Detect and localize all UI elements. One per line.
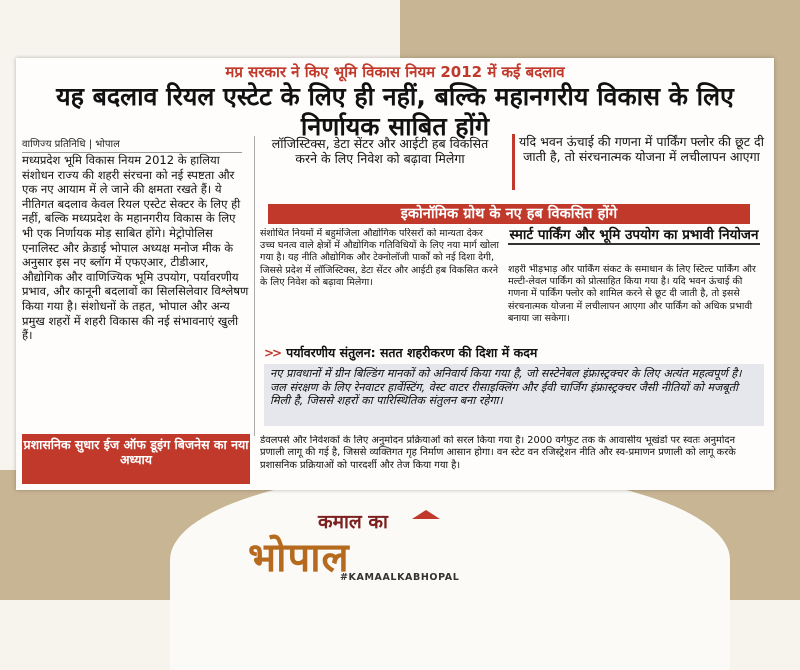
logo-top-text: कमाल का bbox=[318, 511, 388, 533]
pull-quote-right: यदि भवन ऊंचाई की गणना में पार्किंग फ्लोर की छूट दी जाती है, तो संरचनात्मक योजना में लचीलापन आएगा bbox=[512, 134, 764, 190]
environment-heading-row bbox=[264, 344, 764, 362]
admin-reform-body: डेवलपर्स और निवेशकों के लिए अनुमोदन प्रक्रियाओं को सरल किया गया है। 2000 वर्गफुट तक के आवासीय भूखंडों पर स्वतः अनुमोदन प्रणाली लागू की गई है, जिससे व्यक्तिगत गृह निर्माण आसान होगा। वन स्टेट वन रजिस्ट्रेशन नीति और स्व-प्रमाणन प्रणाली को लागू करके प्रशासनिक प्रक्रियाओं को पारदर्शी और तेज किया गया है। bbox=[260, 435, 736, 471]
section-banner-economic-growth: इकोनॉमिक ग्रोथ के नए हब विकसित होंगे bbox=[268, 204, 750, 224]
environment-highlight-box: नए प्रावधानों में ग्रीन बिल्डिंग मानकों को अनिवार्य किया गया है, जो सस्टेनेबल इंफ्रास्ट्रक्चर के लिए अत्यंत महत्वपूर्ण है। जल संरक्षण के लिए रेनवाटर हार्वेस्टिंग, वेस्ट वाटर रीसाइक्लिंग और ईवी चार्जिंग इंफ्रास्ट्रक्चर जैसी नीतियों को मजबूती मिली है, जिससे शहरों का पारिस्थितिक संतुलन बना रहेगा। bbox=[264, 364, 764, 426]
newspaper-clipping bbox=[16, 58, 774, 490]
pull-quote-middle: लॉजिस्टिक्स, डेटा सेंटर और आईटी हब विकसित करने के लिए निवेश को बढ़ावा मिलेगा bbox=[271, 136, 489, 166]
right-column-body: शहरी भीड़भाड़ और पार्किंग संकट के समाधान के लिए स्टिल्ट पार्किंग और मल्टी-लेवल पार्किंग को प्रोत्साहित किया गया है। यदि भवन ऊंचाई की गणना में पार्किंग फ्लोर को शामिल करने से छूट दी जाती है, तो इससे संरचनात्मक योजना में लचीलापन आएगा और पार्किंग को अधिक प्रभावी बनाया जा सकेगा। bbox=[508, 264, 756, 324]
kamaal-ka-bhopal-logo bbox=[248, 508, 508, 588]
logo-main-text: भोपाल bbox=[248, 535, 350, 581]
article-byline: वाणिज्य प्रतिनिधि | भोपाल bbox=[22, 136, 242, 153]
article-headline: यह बदलाव रियल एस्टेट के लिए ही नहीं, बल्कि महानगरीय विकास के लिए निर्णायक साबित होंगे bbox=[56, 82, 734, 141]
middle-column-body: संशोधित नियमों में बहुमंजिला औद्योगिक परिसरों को मान्यता देकर उच्च घनत्व वाले क्षेत्रों में औद्योगिक गतिविधियों के लिए नया मार्ग खोला गया है। यह नीति औद्योगिक और टेक्नोलॉजी पार्कों को नई दिशा देगी, जिससे प्रदेश में लॉजिस्टिक्स, डेटा सेंटर और आईटी हब विकसित करने के लिए निवेश को बढ़ावा मिलेगा। bbox=[260, 228, 499, 288]
article-kicker: मप्र सरकार ने किए भूमि विकास नियम 2012 में कई बदलाव bbox=[225, 63, 565, 81]
logo-hashtag: #KAMAALKABHOPAL bbox=[340, 572, 460, 583]
environment-heading: पर्यावरणीय संतुलन: सतत शहरीकरण की दिशा में कदम bbox=[286, 345, 538, 360]
left-column-body: मध्यप्रदेश भूमि विकास नियम 2012 के हालिया संशोधन राज्य की शहरी संरचना को नई स्पष्टता और एक नए आयाम में ले जाने की क्षमता रखते हैं। ये नीतिगत बदलाव केवल रियल एस्टेट सेक्टर के लिए ही नहीं, बल्कि मध्यप्रदेश के महानगरीय विकास के लिए भी एक निर्णायक मोड़ साबित होंगे। मेट्रोपोलिस एनालिस्ट और क्रेडाई भोपाल अध्यक्ष मनोज मीक के अनुसार इस नए ब्लॉग में एफएआर, टीडीआर, औद्योगिक और वाणिज्यिक भूमि उपयोग, पर्यावरणीय प्रभाव, और कानूनी बदलावों का सिलसिलेवार विश्लेषण किया गया है। संशोधनों के तहत, भोपाल और अन्य प्रमुख शहरों में शहरी विकास की नई संभावनाएं खुली हैं। bbox=[22, 153, 249, 343]
admin-reform-heading: प्रशासनिक सुधार ईज ऑफ डूइंग बिजनेस का नया अध्याय bbox=[22, 434, 250, 484]
double-chevron-icon: >> bbox=[264, 346, 281, 360]
column-divider bbox=[254, 136, 255, 436]
roof-icon bbox=[412, 510, 440, 519]
section-heading-smart-parking: स्मार्ट पार्किंग और भूमि उपयोग का प्रभावी नियोजन bbox=[509, 227, 759, 243]
